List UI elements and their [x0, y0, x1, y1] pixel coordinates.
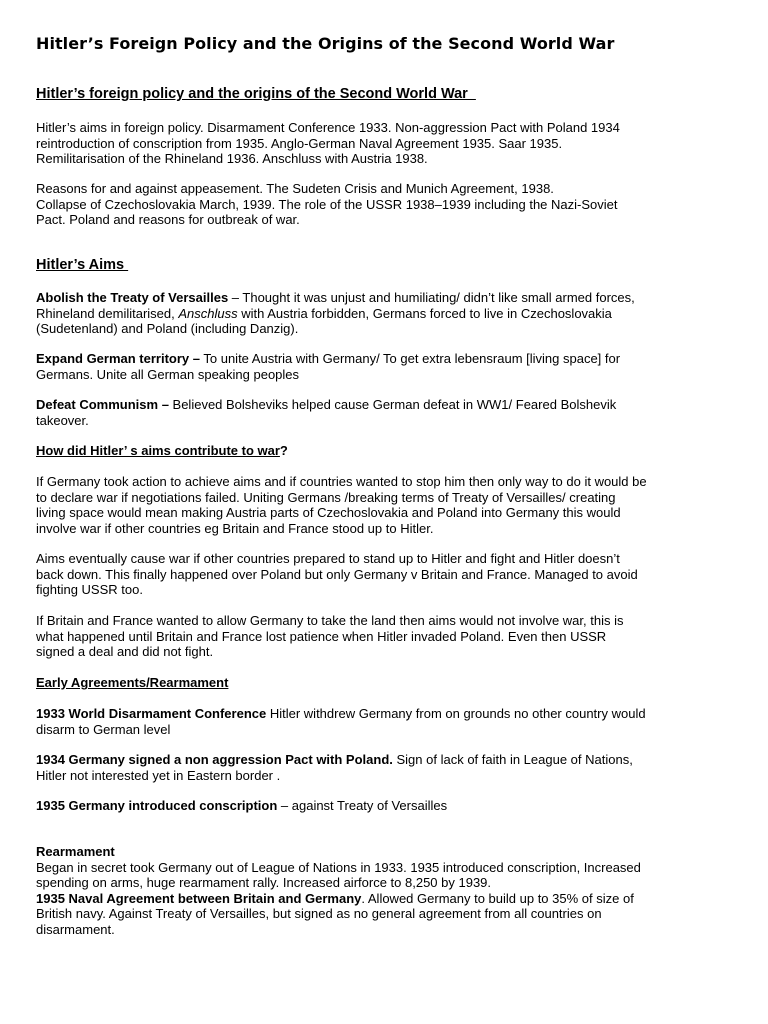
text-line: takeover. [36, 412, 89, 428]
text-line: back down. This finally happened over Poland but only Germany v Britain and France. Managed to avoid [36, 566, 638, 582]
rearmament-section [36, 844, 641, 937]
text-line: disarm to German level [36, 721, 171, 737]
text-line: Hitler’s aims in foreign policy. Disarmament Conference 1933. Non-aggression Pact with Poland 1934 [36, 120, 620, 135]
syllabus-paragraph-1 [36, 120, 620, 167]
text-run: To unite Austria with Germany/ To get extra lebensraum [living space] for [200, 351, 621, 366]
text-line: Pact. Poland and reasons for outbreak of war. [36, 212, 300, 227]
aim-expand-label: Expand German territory – [36, 351, 200, 366]
text-line: Hitler not interested yet in Eastern border . [36, 767, 281, 783]
question-mark: ? [279, 443, 288, 458]
text-line: involve war if other countries eg Britain and France stood up to Hitler. [36, 520, 434, 536]
section-heading-aims: Hitler’s Aims [36, 257, 129, 273]
text-line: living space would mean making Austria parts of Czechoslovakia and Poland into Germany this would [36, 505, 621, 520]
aim-communism-paragraph [36, 397, 616, 428]
entry-1933 [36, 706, 646, 737]
text-line: to declare war if negotiations failed. Uniting Germans /breaking terms of Treaty of Versailles/ creating [36, 489, 616, 505]
text-line: Aims eventually cause war if other countries prepared to stand up to Hitler and fight and Hitler doesn’t [36, 551, 620, 566]
aim-treaty-paragraph [36, 290, 635, 337]
text-line: signed a deal and did not fight. [36, 644, 214, 659]
text-line: disarmament. [36, 921, 115, 937]
entry-1934 [36, 752, 633, 783]
section-heading-contribute [36, 443, 288, 459]
contribute-paragraph-1 [36, 474, 647, 536]
text-line: British navy. Against Treaty of Versailles, but signed as no general agreement from all countries on [36, 906, 602, 921]
syllabus-paragraph-2 [36, 181, 617, 228]
text-line: spending on arms, huge rearmament rally. Increased airforce to 8,250 by 1939. [36, 875, 492, 890]
contribute-heading-text: How did Hitler’ s aims contribute to war [36, 443, 280, 458]
text-run: . Allowed Germany to build up to 35% of size of [361, 890, 634, 906]
text-run: Hitler withdrew Germany from on grounds no other country would [266, 706, 646, 721]
entry-1933-label: 1933 World Disarmament Conference [36, 706, 267, 721]
text-line: Remilitarisation of the Rhineland 1936. Anschluss with Austria 1938. [36, 151, 428, 166]
text-line: (Sudetenland) and Poland (including Danzig). [36, 321, 299, 336]
contribute-paragraph-2 [36, 551, 638, 598]
section-heading-early [36, 675, 228, 691]
naval-agreement-label: 1935 Naval Agreement between Britain and Germany [36, 890, 362, 906]
text-line: what happened until Britain and France lost patience when Hitler invaded Poland. Even then USSR [36, 628, 607, 644]
entry-1934-label: 1934 Germany signed a non aggression Pact with Poland. [36, 752, 393, 767]
entry-1935 [36, 798, 447, 814]
rearmament-heading: Rearmament [36, 844, 115, 859]
text-line: Germans. Unite all German speaking peoples [36, 366, 300, 382]
entry-1935-label: 1935 Germany introduced conscription [36, 798, 278, 813]
text-run: Sign of lack of faith in League of Nations, [392, 752, 633, 767]
text-run: – Thought it was unjust and humiliating/ didn’t like small armed forces, [228, 290, 635, 305]
text-line: Began in secret took Germany out of League of Nations in 1933. 1935 introduced conscription, Increased [36, 859, 641, 875]
contribute-paragraph-3 [36, 613, 623, 660]
text-line: reintroduction of conscription from 1935. Anglo-German Naval Agreement 1935. Saar 1935. [36, 135, 563, 151]
text-run: Believed Bolsheviks helped cause German defeat in WW1/ Feared Bolshevik [168, 397, 617, 412]
aim-communism-label: Defeat Communism – [36, 397, 169, 412]
text-line: If Germany took action to achieve aims and if countries wanted to stop him then only way to do it would be [36, 474, 647, 489]
early-heading-text: Early Agreements/Rearmament [36, 675, 229, 690]
text-line: If Britain and France wanted to allow Germany to take the land then aims would not involve war, this is [36, 613, 624, 628]
aim-expand-paragraph [36, 351, 620, 382]
text-run: with Austria forbidden, Germans forced to live in Czechoslovakia [237, 305, 612, 321]
text-line: fighting USSR too. [36, 582, 143, 597]
text-line: Reasons for and against appeasement. The Sudeten Crisis and Munich Agreement, 1938. [36, 181, 554, 196]
text-run: – against Treaty of Versailles [277, 798, 448, 813]
document-subtitle: Hitler’s foreign policy and the origins of the Second World War [36, 86, 476, 102]
text-line: Collapse of Czechoslovakia March, 1939. The role of the USSR 1938–1939 including the Nazi-Soviet [36, 196, 618, 212]
text-run: Rhineland demilitarised, [36, 305, 179, 321]
italic-term: Anschluss [178, 305, 238, 321]
document-title: Hitler’s Foreign Policy and the Origins of the Second World War [36, 34, 615, 53]
aim-treaty-label: Abolish the Treaty of Versailles [36, 290, 229, 305]
